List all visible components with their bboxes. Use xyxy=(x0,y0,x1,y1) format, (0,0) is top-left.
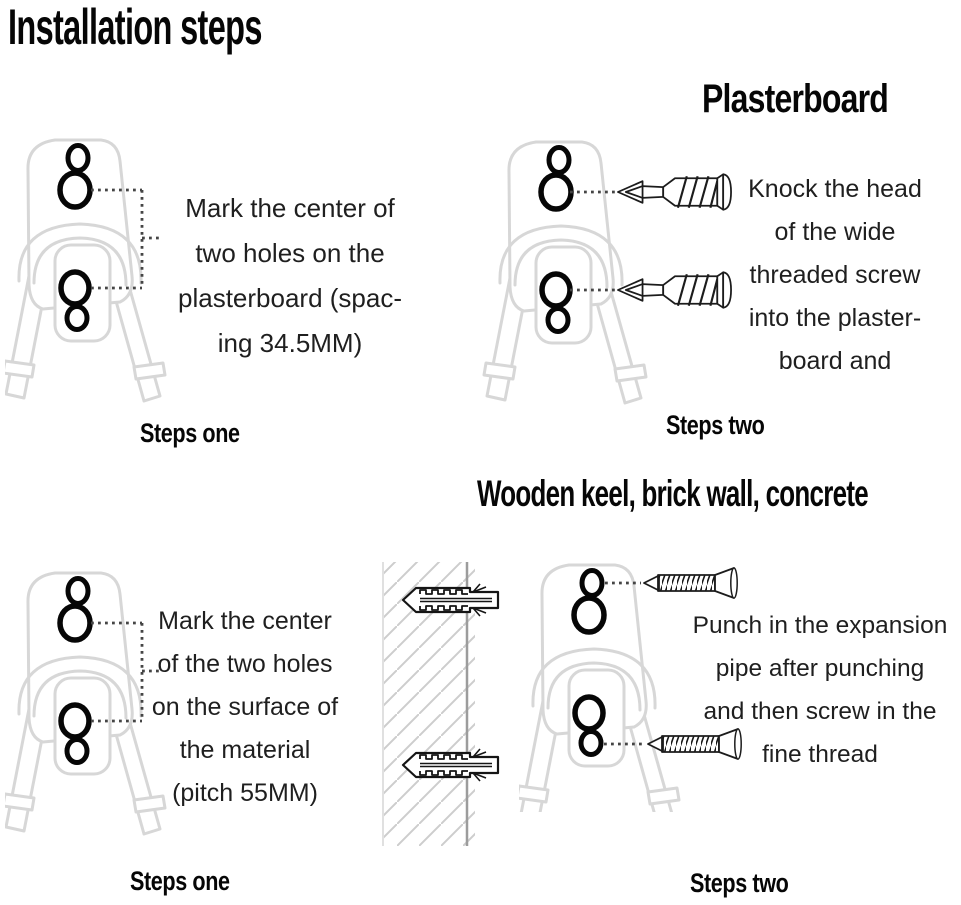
solid-wall-step-one-caption: Steps one xyxy=(130,866,230,896)
instruction-line: Knock the head xyxy=(748,175,922,203)
instruction-line: fine thread xyxy=(762,741,878,768)
instruction-line: (pitch 55MM) xyxy=(172,779,318,807)
bracket-sketch xyxy=(5,140,165,401)
wide-thread-screw-icon xyxy=(618,272,731,307)
plasterboard-step-two-text xyxy=(730,168,940,383)
solid-wall-step-two-caption: Steps two xyxy=(690,868,789,898)
instruction-line: threaded screw xyxy=(749,261,921,289)
bracket-sketch xyxy=(519,565,679,812)
expansion-pipe-icon xyxy=(403,749,498,781)
instruction-line: pipe after punching xyxy=(715,655,925,682)
wide-thread-screw-icon xyxy=(618,174,731,209)
solid-wall-step-two-text xyxy=(684,604,956,776)
page-title: Installation steps xyxy=(8,0,262,55)
instruction-line: Mark the center of xyxy=(185,193,395,223)
instruction-line: Mark the center xyxy=(158,607,332,635)
plasterboard-step-two-caption: Steps two xyxy=(666,410,765,440)
instruction-line: of the two holes xyxy=(157,650,333,678)
instruction-line: the material xyxy=(179,736,311,764)
bracket-wide-screws-figure xyxy=(480,128,740,408)
instruction-line: into the plaster- xyxy=(748,304,922,332)
expansion-pipe-icon xyxy=(403,584,498,616)
instruction-line: of the wide xyxy=(774,218,896,246)
instruction-line: plasterboard (spac- xyxy=(178,283,402,313)
instruction-line: and then screw in the xyxy=(703,698,937,725)
instruction-line: Punch in the expansion xyxy=(692,612,948,639)
instruction-line: on the surface of xyxy=(151,693,339,721)
fine-thread-screw-icon xyxy=(644,568,737,598)
plasterboard-heading: Plasterboard xyxy=(702,77,889,121)
instruction-line: board and xyxy=(778,347,892,375)
wall-cross-section-figure xyxy=(375,560,520,850)
instruction-line: ing 34.5MM) xyxy=(217,328,363,358)
bracket-sketch xyxy=(484,142,646,403)
solid-wall-step-one-text xyxy=(140,600,350,815)
plasterboard-step-one-caption: Steps one xyxy=(140,418,240,448)
instruction-line: two holes on the xyxy=(195,238,385,268)
solid-wall-heading: Wooden keel, brick wall, concrete xyxy=(477,473,868,514)
plasterboard-step-one-text xyxy=(148,186,432,366)
